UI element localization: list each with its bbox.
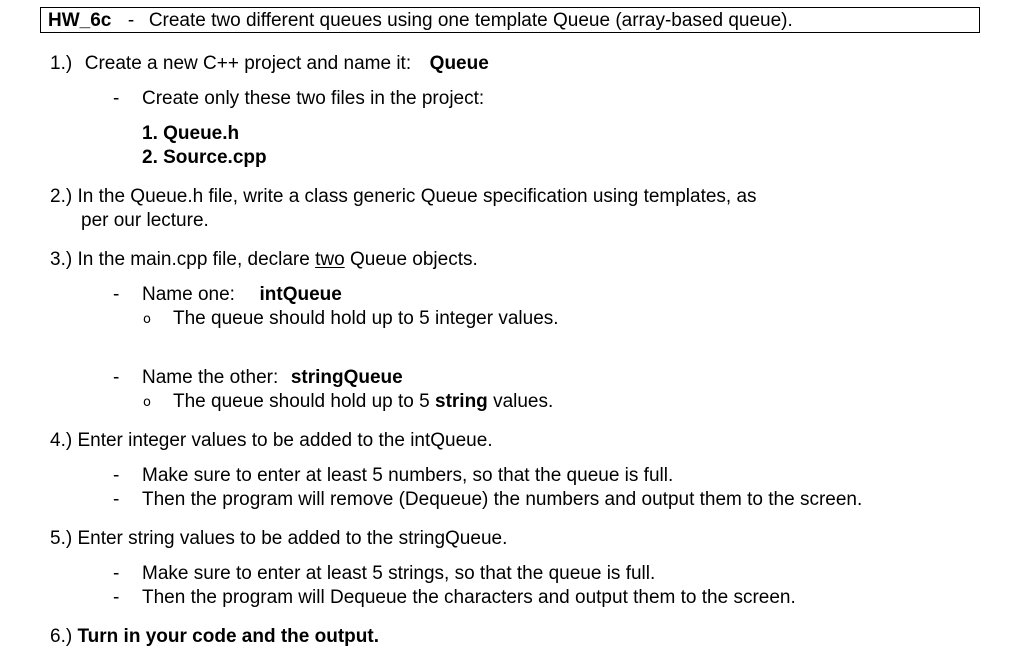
title-text: Create two different queues using one template Queue (array-based queue). xyxy=(148,10,793,31)
step-text: Create a new C++ project and name it: xyxy=(84,53,412,74)
name-value: intQueue xyxy=(259,284,342,305)
detail-pre: The queue should hold up to 5 xyxy=(173,391,430,412)
name-label: Name one: xyxy=(142,284,235,305)
step-number: 5.) xyxy=(50,528,73,549)
step-5-item-2: Then the program will Dequeue the characters and output them to the screen. xyxy=(142,587,796,608)
step-text-line1: In the Queue.h file, write a class generic Queue specification using templates, as xyxy=(77,186,757,207)
detail-post: values. xyxy=(493,391,554,412)
step-4-item-1: Make sure to enter at least 5 numbers, so that the queue is full. xyxy=(142,465,674,486)
title-separator: - xyxy=(127,10,135,31)
file-item-2: 2. Source.cpp xyxy=(142,147,267,168)
step-3 xyxy=(50,248,478,272)
assignment-code: HW_6c xyxy=(48,10,112,31)
step-number: 1.) xyxy=(50,53,73,74)
dash-marker: - xyxy=(113,587,120,608)
step-6 xyxy=(50,625,379,649)
dash-marker: - xyxy=(113,489,120,510)
bullet-marker: o xyxy=(143,312,151,327)
dash-marker: - xyxy=(113,88,120,109)
step-text: Enter string values to be added to the stringQueue. xyxy=(77,528,508,549)
step-number: 6.) xyxy=(50,626,73,647)
dash-marker: - xyxy=(113,563,120,584)
step-5-item-1: Make sure to enter at least 5 strings, so that the queue is full. xyxy=(142,563,656,584)
step-4 xyxy=(50,429,493,453)
file-item-1: 1. Queue.h xyxy=(142,123,240,144)
dash-marker: - xyxy=(113,367,120,388)
dash-marker: - xyxy=(113,284,120,305)
step-text: Enter integer values to be added to the intQueue. xyxy=(77,430,493,451)
queue-one-detail: The queue should hold up to 5 integer values. xyxy=(173,308,559,329)
step-text-pre: In the main.cpp file, declare xyxy=(77,249,310,270)
bullet-marker: o xyxy=(143,395,151,410)
step-text-post: Queue objects. xyxy=(349,249,478,270)
step-4-item-2: Then the program will remove (Dequeue) the numbers and output them to the screen. xyxy=(142,489,863,510)
detail-bold: string xyxy=(435,391,488,412)
page-title xyxy=(48,9,793,33)
name-value: stringQueue xyxy=(290,367,403,388)
step-text: Turn in your code and the output. xyxy=(77,626,379,647)
dash-marker: - xyxy=(113,465,120,486)
step-number: 4.) xyxy=(50,430,73,451)
step-text-underlined: two xyxy=(315,249,345,270)
step-2 xyxy=(50,185,757,209)
project-name: Queue xyxy=(429,53,489,74)
step-5 xyxy=(50,527,507,551)
step-2-line2: per our lecture. xyxy=(81,210,209,231)
step-1 xyxy=(50,52,489,76)
step-number: 2.) xyxy=(50,186,73,207)
queue-name-one xyxy=(142,283,342,307)
step-1-sub: Create only these two files in the project: xyxy=(142,88,485,109)
queue-other-detail xyxy=(173,390,553,414)
queue-name-other xyxy=(142,366,403,390)
step-number: 3.) xyxy=(50,249,73,270)
name-label: Name the other: xyxy=(142,367,279,388)
